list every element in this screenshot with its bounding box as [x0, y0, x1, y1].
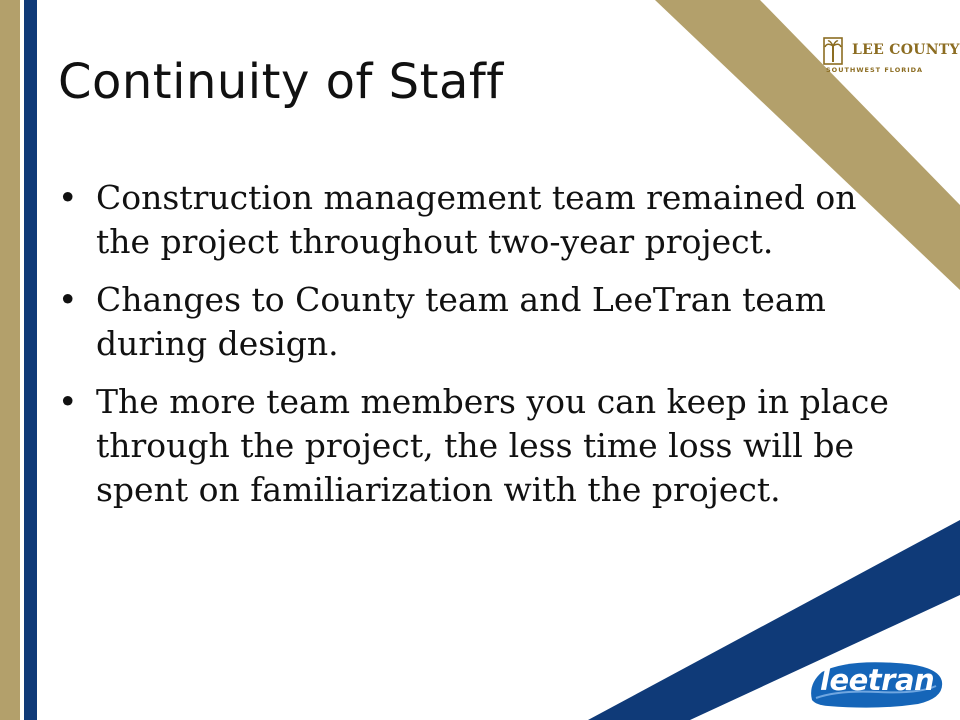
county-logo-tagline: SOUTHWEST FLORIDA — [826, 66, 924, 74]
leetran-logo — [808, 660, 944, 708]
slide-title: Continuity of Staff — [58, 54, 504, 110]
left-navy-stripe — [24, 0, 37, 720]
bullet-marker: • — [58, 382, 78, 421]
lee-county-logo — [822, 30, 960, 82]
county-logo-name: LEE COUNTY — [852, 42, 960, 58]
bullet-item — [58, 176, 898, 264]
bullet-text: Construction management team remained on the project throughout two-year project. — [96, 178, 857, 261]
bullet-text: Changes to County team and LeeTran team during design. — [96, 280, 826, 363]
left-gold-stripe — [0, 0, 20, 720]
palm-tree-icon — [822, 36, 846, 66]
bullet-marker: • — [58, 280, 78, 319]
bullet-marker: • — [58, 178, 78, 217]
bullet-item — [58, 380, 898, 512]
bullet-item — [58, 278, 898, 366]
bullet-list — [58, 176, 898, 526]
leetran-logo-text: leetran — [820, 663, 935, 697]
bullet-text: The more team members you can keep in place through the project, the less time loss will be spent on familiarization with the project. — [96, 382, 889, 509]
